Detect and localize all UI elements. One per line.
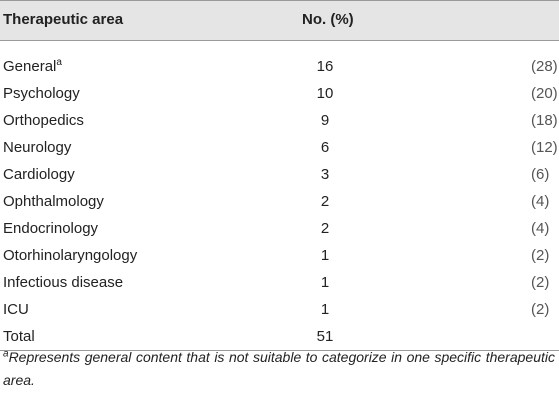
table-body [0, 53, 559, 350]
cell-area-label: Cardiology [3, 166, 75, 183]
cell-area-label: Orthopedics [3, 112, 84, 129]
table-row [0, 242, 559, 269]
cell-therapeutic-area [3, 85, 80, 102]
cell-count: 10 [316, 85, 334, 102]
table-row [0, 188, 559, 215]
cell-area-label: Infectious disease [3, 274, 124, 291]
cell-area-label: Endocrinology [3, 220, 99, 237]
cell-therapeutic-area [3, 139, 71, 156]
cell-therapeutic-area [3, 58, 62, 75]
header-count-percent: No. (%) [302, 11, 354, 28]
table-row [0, 80, 559, 107]
cell-therapeutic-area [3, 112, 84, 129]
cell-count: 1 [320, 247, 330, 264]
cell-percent: (20) [531, 85, 558, 102]
table-row [0, 296, 559, 323]
cell-therapeutic-area [3, 220, 98, 237]
cell-area-label: Ophthalmology [3, 193, 104, 210]
footnote-reference: a [56, 57, 62, 68]
cell-therapeutic-area [3, 274, 123, 291]
cell-percent: (28) [531, 58, 558, 75]
cell-percent: (2) [531, 301, 550, 318]
table-row [0, 107, 559, 134]
cell-count: 16 [316, 58, 334, 75]
cell-count: 2 [320, 220, 330, 237]
cell-area-label: Otorhinolaryngology [3, 247, 138, 264]
cell-percent: (12) [531, 139, 558, 156]
cell-count: 51 [316, 328, 334, 345]
cell-count: 1 [320, 301, 330, 318]
cell-therapeutic-area [3, 193, 104, 210]
cell-count: 2 [320, 193, 330, 210]
cell-area-label: Neurology [3, 139, 72, 156]
header-therapeutic-area: Therapeutic area [3, 11, 124, 28]
cell-count: 1 [320, 274, 330, 291]
cell-therapeutic-area [3, 328, 35, 345]
cell-count: 6 [320, 139, 330, 156]
table-header [0, 0, 559, 41]
table-row [0, 161, 559, 188]
footnote-marker: a [3, 348, 9, 360]
cell-area-label: ICU [3, 301, 29, 318]
cell-therapeutic-area [3, 301, 29, 318]
cell-area-label: General [3, 58, 57, 75]
cell-therapeutic-area [3, 247, 137, 264]
table-row [0, 215, 559, 242]
cell-percent: (2) [531, 274, 550, 291]
cell-percent: (18) [531, 112, 558, 129]
cell-area-label: Total [3, 328, 35, 345]
cell-percent: (6) [531, 166, 550, 183]
cell-percent: (4) [531, 193, 550, 210]
cell-count: 3 [320, 166, 330, 183]
table-row [0, 134, 559, 161]
cell-count: 9 [320, 112, 330, 129]
cell-area-label: Psychology [3, 85, 80, 102]
cell-therapeutic-area [3, 166, 75, 183]
table-row [0, 53, 559, 80]
cell-percent: (2) [531, 247, 550, 264]
cell-percent: (4) [531, 220, 550, 237]
table-row [0, 269, 559, 296]
footnote-text: Represents general content that is not suitable to categorize in one specific therapeutic area. [3, 349, 555, 388]
table-footnote [3, 346, 555, 392]
